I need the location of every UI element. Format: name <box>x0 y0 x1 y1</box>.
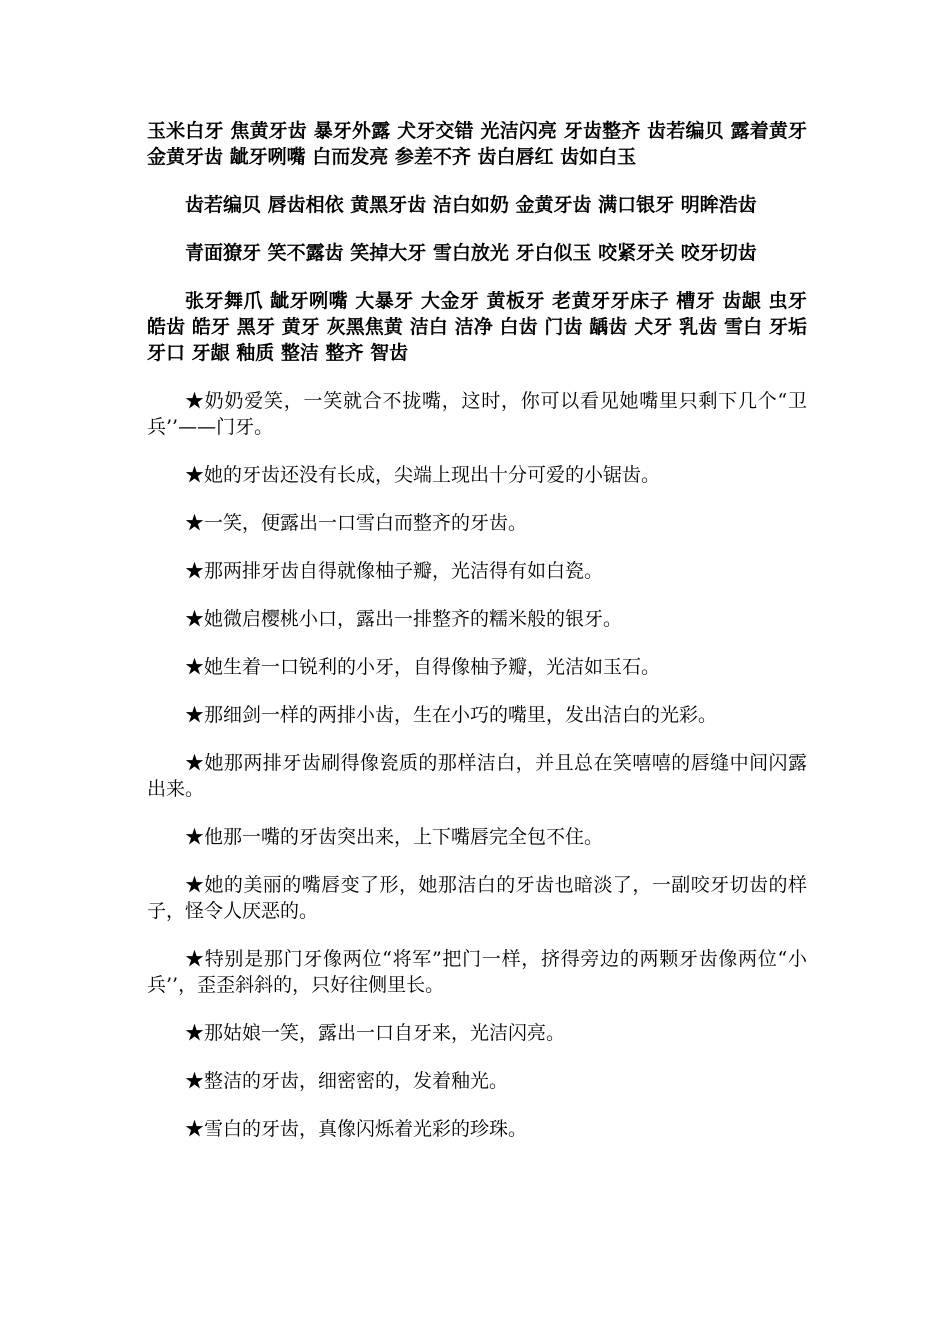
example-sentence-5: ★她微启樱桃小口，露出一排整齐的糯米般的银牙。 <box>185 608 623 630</box>
document-page <box>147 118 807 1164</box>
example-sentence-11: ★特别是那门牙像两位“将军”把门一样，挤得旁边的两颗牙齿像两位“小兵’’，歪歪斜斜的，只好往侧里长。 <box>147 948 807 996</box>
example-sentence-8: ★她那两排牙齿刷得像瓷质的那样洁白，并且总在笑嘻嘻的唇缝中间闪露出来。 <box>147 752 807 800</box>
example-sentence-9: ★他那一嘴的牙齿突出来，上下嘴唇完全包不住。 <box>185 826 604 848</box>
example-sentence-7: ★那细剑一样的两排小齿，生在小巧的嘴里，发出洁白的光彩。 <box>185 704 718 726</box>
vocab-paragraph-2: 齿若编贝 唇齿相依 黄黑牙齿 洁白如奶 金黄牙齿 满口银牙 明眸浩齿 <box>185 194 757 216</box>
example-sentence-4: ★那两排牙齿自得就像柚子瓣，光洁得有如白瓷。 <box>185 560 604 582</box>
vocab-paragraph-1: 玉米白牙 焦黄牙齿 暴牙外露 犬牙交错 光洁闪亮 牙齿整齐 齿若编贝 露着黄牙 金黄牙齿 龇牙咧嘴 白而发亮 参差不齐 齿白唇红 齿如白玉 <box>147 120 807 168</box>
vocab-paragraph-4: 张牙舞爪 龇牙咧嘴 大暴牙 大金牙 黄板牙 老黄牙牙床子 槽牙 齿龈 虫牙 皓齿 皓牙 黑牙 黄牙 灰黑焦黄 洁白 洁净 白齿 门齿 龋齿 犬牙 乳齿 雪白 牙垢 牙口 牙龈 釉质 整洁 整齐 智齿 <box>147 290 807 364</box>
vocab-paragraph-3: 青面獠牙 笑不露齿 笑掉大牙 雪白放光 牙白似玉 咬紧牙关 咬牙切齿 <box>185 242 757 264</box>
example-sentence-6: ★她生着一口锐利的小牙，自得像柚予瓣，光洁如玉石。 <box>185 656 661 678</box>
example-sentence-10: ★她的美丽的嘴唇变了形，她那洁白的牙齿也暗淡了，一副咬牙切齿的样子，怪令人厌恶的。 <box>147 874 807 922</box>
example-sentence-12: ★那姑娘一笑，露出一口自牙来，光洁闪亮。 <box>185 1022 566 1044</box>
example-sentence-3: ★一笑，便露出一口雪白而整齐的牙齿。 <box>185 512 528 534</box>
example-sentence-1: ★奶奶爱笑，一笑就合不拢嘴，这时，你可以看见她嘴里只剩下几个“卫兵’’——门牙。 <box>147 390 807 438</box>
example-sentence-13: ★整洁的牙齿，细密密的，发着釉光。 <box>185 1070 509 1092</box>
example-sentence-14: ★雪白的牙齿，真像闪烁着光彩的珍珠。 <box>185 1118 528 1140</box>
example-sentence-2: ★她的牙齿还没有长成，尖端上现出十分可爱的小锯齿。 <box>185 464 661 486</box>
